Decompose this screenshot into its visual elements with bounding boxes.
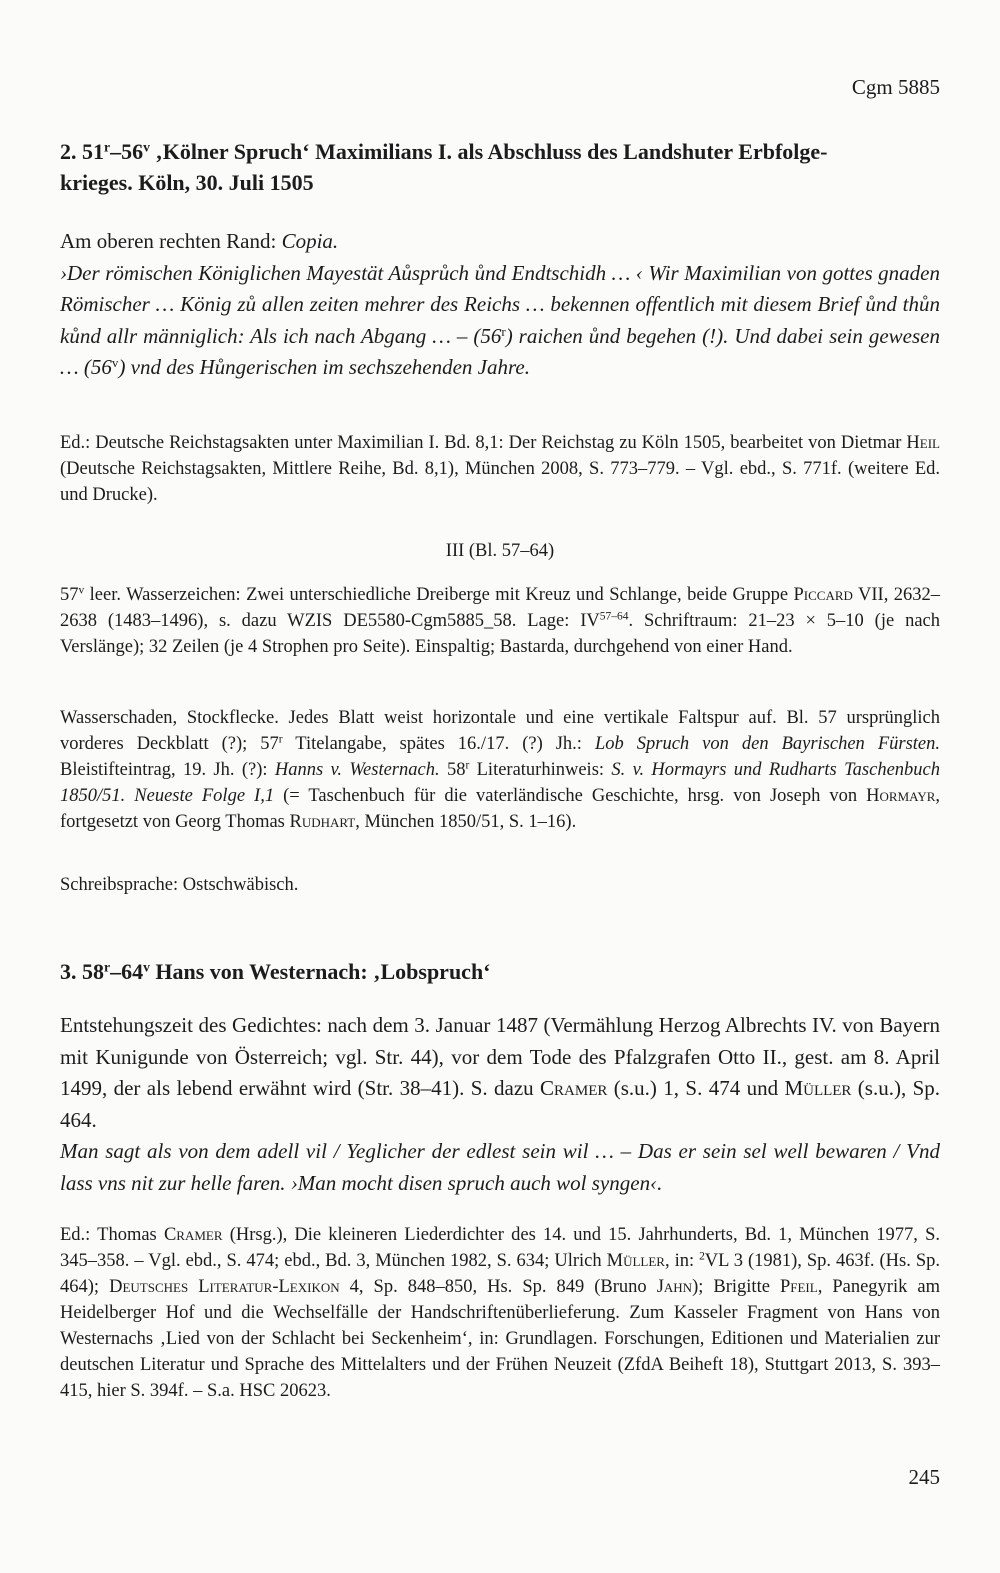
item2-body <box>60 226 940 384</box>
running-head: Cgm 5885 <box>851 75 940 99</box>
section3-condition: Wasserschaden, Stockflecke. Jedes Blatt weist horizontale und eine vertikale Faltspur auf. Bl. 57 ursprünglich vorderes Deckblatt (?); 57$^r$ Titelangabe, spätes 16./17. (?) Jh.: Lob Spruch von den Bayrischen Fürsten. Bleistifteintrag, 19. Jh. (?): Hanns v. Westernach. 58$^r$ Literaturhinweis: S. v. Hormayrs und Rudharts Taschenbuch 1850/51. Neueste Folge I,1 (= Taschenbuch für die vaterländische Geschichte, hrsg. von Joseph von Hormayr, fortgesetzt von Georg Thomas Rudhart, München 1850/51, S. 1–16). <box>60 708 941 832</box>
item3-body <box>60 1010 940 1199</box>
section3-language: Schreibsprache: Ostschwäbisch. <box>60 875 299 895</box>
item2-edition: Ed.: Deutsche Reichstagsakten unter Maximilian I. Bd. 8,1: Der Reichstag zu Köln 1505, bearbeitet von Dietmar Heil (Deutsche Reichstagsakten, Mittlere Reihe, Bd. 8,1), München 2008, S. 773–779. – Vgl. ebd., S. 771f. (weitere Ed. und Drucke). <box>60 433 940 505</box>
item2-incipit: ›Der römischen Königlichen Mayestät Aůsprůch ůnd Endtschidh … ‹ Wir Maximilian von gottes gnaden Römischer … König zů allen zeiten mehrer des Reichs … bekennen offentlich mit diesem Brief ůnd thůn kůnd allr männiglich: Als ich nach Abgang … – (56$^r$) raichen ůnd begehen (!). Und dabei sein gewesen … (56$^v$) vnd des Hůngerischen im sechszehenden Jahre. <box>60 260 940 379</box>
item3-heading: 3. 58$^r$–64$^v$ Hans von Westernach: ‚Lobspruch‘ <box>60 959 491 984</box>
item3-edition: Ed.: Thomas Cramer (Hrsg.), Die kleineren Liederdichter des 14. und 15. Jahrhunderts, Bd. 1, München 1977, S. 345–358. – Vgl. ebd., S. 474; ebd., Bd. 3, München 1982, S. 634; Ulrich Müller, in: $^2$VL 3 (1981), Sp. 463f. (Hs. Sp. 464); Deutsches Literatur-Lexikon 4, Sp. 848–850, Hs. Sp. 849 (Bruno Jahn); Brigitte Pfeil, Panegyrik am Heidelberger Hof und die Wechselfälle der Handschriftenüberlieferung. Zum Kasseler Fragment von Hans von Westernachs ‚Lied von der Schlacht bei Seckenheim‘, in: Grundlagen. Forschungen, Editionen und Materialien zur deutschen Literatur und Sprache des Mittelalters und der Frühen Neuzeit (ZfdA Beiheft 18), Stuttgart 2013, S. 393–415, hier S. 394f. – S.a. HSC 20623. <box>60 1225 940 1401</box>
section3-description: 57$^v$ leer. Wasserzeichen: Zwei unterschiedliche Dreiberge mit Kreuz und Schlange, beide Gruppe Piccard VII, 2632–2638 (1483–1496), s. dazu WZIS DE5580-Cgm5885_58. Lage: IV$^{57-64}$. Schriftraum: 21–23 × 5–10 (je nach Verslänge); 32 Zeilen (je 4 Strophen pro Seite). Einspaltig; Bastarda, durchgehend von einer Hand. <box>60 584 940 657</box>
item3-incipit: Man sagt als von dem adell vil / Yeglicher der edlest sein wil … – Das er sein sel well bewaren / Vnd lass vns nit zur helle faren. ›Man mocht disen spruch auch wol syngen‹. <box>60 1139 940 1195</box>
item2-heading: 2. 51$^r$–56$^v$ ‚Kölner Spruch‘ Maximilians I. als Abschluss des Landshuter Erbfolge- krieges. Köln, 30. Juli 1505 <box>60 139 828 195</box>
section3-heading: III (Bl. 57–64) <box>445 541 555 561</box>
document-page <box>60 0 940 1573</box>
page-number: 245 <box>908 1465 940 1489</box>
item2-rand-note: Am oberen rechten Rand: Copia. <box>60 229 339 253</box>
item3-dating: Entstehungszeit des Gedichtes: nach dem 3. Januar 1487 (Vermählung Herzog Albrechts IV. von Bayern mit Kunigunde von Österreich; vgl. Str. 44), vor dem Tode des Pfalzgrafen Otto II., gest. am 8. April 1499, der als lebend erwähnt wird (Str. 38–41). S. dazu Cramer (s.u.) 1, S. 474 und Müller (s.u.), Sp. 464. <box>60 1013 941 1132</box>
